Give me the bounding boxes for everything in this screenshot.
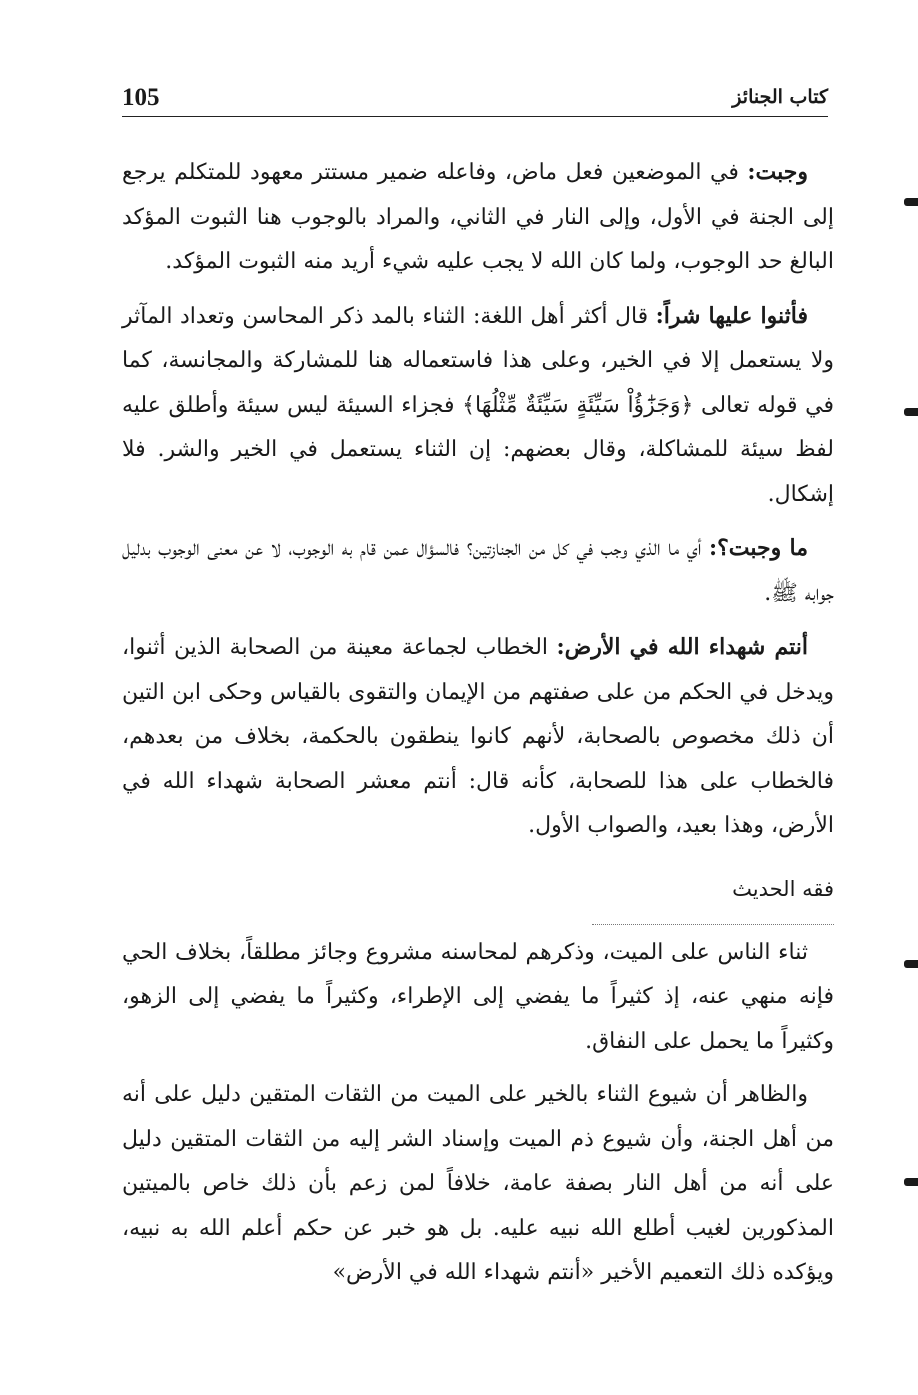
margin-mark (904, 198, 918, 206)
section-heading-underline (592, 858, 834, 925)
paragraph-text: الخطاب لجماعة معينة من الصحابة الذين أثنوا، ويدخل في الحكم من على صفتهم من الإيمان والتقوى بالقياس وحكى ابن التين أن ذلك مخصوص بالصحابة، لأنهم كانوا ينطقون بالحكمة، بخلاف من بعدهم، فالخطاب على هذا للصحابة، كأنه قال: أنتم معشر الصحابة شهداء الله في الأرض، وهذا بعيد، والصواب الأول. (122, 635, 834, 838)
term: ما وجبت؟: (709, 535, 808, 561)
page-body (122, 150, 834, 1305)
term: فأثنوا عليها شراً: (655, 302, 808, 329)
book-title: كتاب الجنائز (732, 86, 828, 108)
fiqh-paragraph: ثناء الناس على الميت، وذكرهم لمحاسنه مشروع وجائز مطلقاً، بخلاف الحي فإنه منهي عنه، إذ كثيراً ما يفضي إلى الإطراء، وكثيراً ما يفضي إلى الزهو، وكثيراً ما يحمل على النفاق. (122, 939, 834, 1054)
term: أنتم شهداء الله في الأرض: (556, 634, 808, 660)
paragraph-text: قال أكثر أهل اللغة: الثناء بالمد ذكر المحاسن وتعداد المآثر ولا يستعمل إلا في الخير، وعلى هذا فاستعماله هنا للمشاركة والمجانسة، كما في قوله تعالى ﴿وَجَزَٰٓؤُاْ سَيِّئَةٍ سَيِّئَةٌ مِّثْلُهَا﴾ فجزاء السيئة ليس سيئة وأطلق عليه لفظ سيئة للمشاكلة، وقال بعضهم: إن الثناء يستعمل في الخير والشر. فلا إشكال. (122, 303, 834, 507)
section-heading: فقه الحديث (732, 876, 834, 901)
explanation-paragraph (122, 150, 834, 285)
term: وجبت: (747, 159, 808, 185)
explanation-paragraph (122, 625, 834, 849)
fiqh-paragraph: والظاهر أن شيوع الثناء بالخير على الميت من الثقات المتقين دليل على أنه من أهل الجنة، وأن شيوع ذم الميت وإسناد الشر إليه من الثقات المتقين دليل على أنه من أهل النار بصفة عامة، خلافاً لمن زعم بأن ذلك خاص بالميتين المذكورين لغيب أطلع الله نبيه عليه. بل هو خبر عن حكم أعلم الله به نبيه، ويؤكده ذلك التعميم الأخير «أنتم شهداء الله في الأرض» (122, 1082, 834, 1285)
paragraph-text: أي ما الذي وجب في كل من الجنازتين؟ فالسؤال عمن قام به الوجوب، لا عن معنى الوجوب بدليل جوابه ﷺ. (122, 536, 834, 606)
page-header (122, 82, 828, 117)
margin-mark (904, 408, 918, 416)
explanation-paragraph (122, 526, 834, 616)
paragraph-text: في الموضعين فعل ماض، وفاعله ضمير مستتر معهود للمتكلم يرجع إلى الجنة في الأول، وإلى النار في الثاني، والمراد بالوجوب هنا الثبوت المؤكد البالغ حد الوجوب، ولما كان الله لا يجب عليه شيء أريد منه الثبوت المؤكد. (122, 160, 834, 274)
page-number: 105 (122, 84, 160, 111)
margin-mark (904, 1178, 918, 1186)
margin-mark (904, 960, 918, 968)
explanation-paragraph (122, 294, 834, 518)
